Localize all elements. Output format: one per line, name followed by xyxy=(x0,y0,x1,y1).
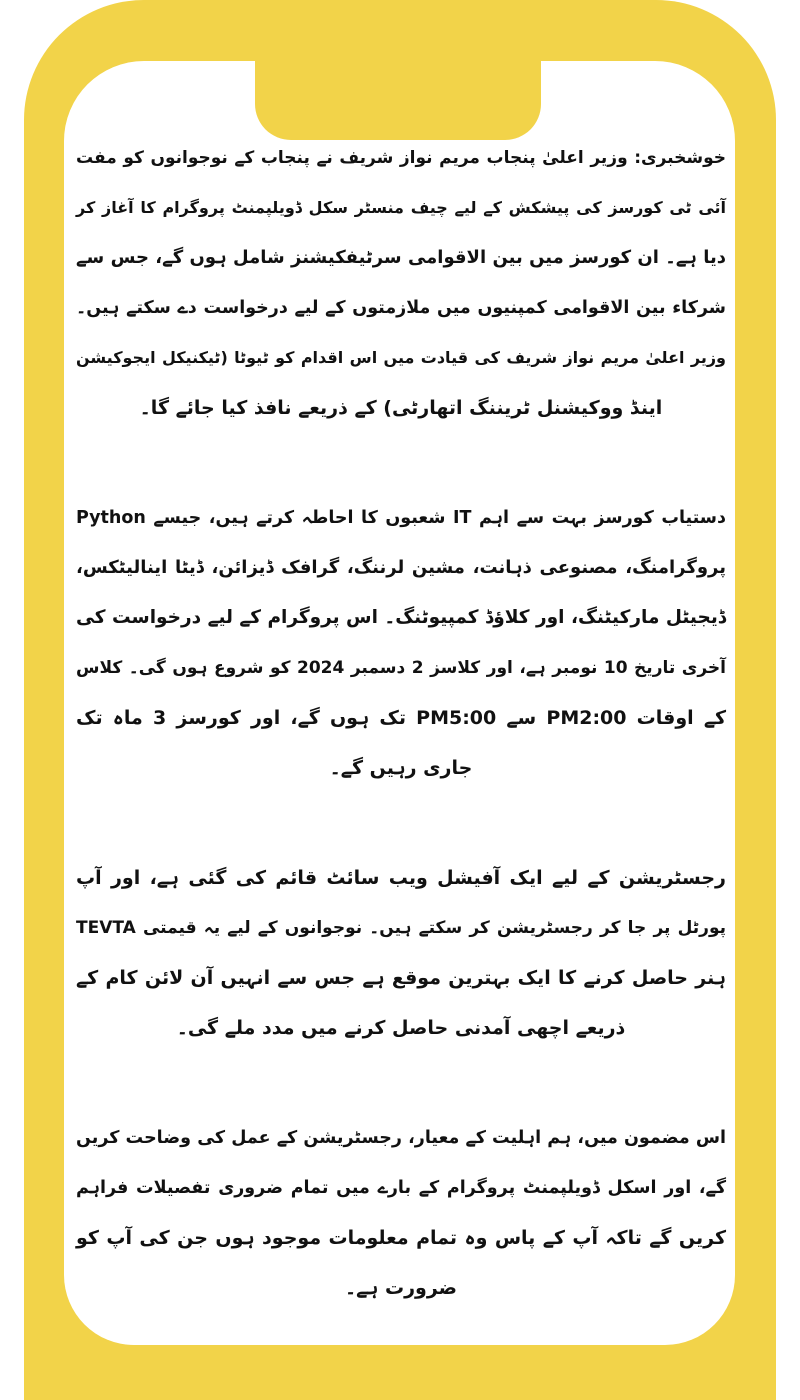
text-line: رجسٹریشن کے لیے ایک آفیشل ویب سائٹ قائم کی گئی ہے، اور آپ xyxy=(76,867,726,889)
text-line: اینڈ ووکیشنل ٹریننگ اتھارٹی) کے ذریعے نافذ کیا جائے گا۔ xyxy=(139,397,663,419)
text-line: وزیر اعلیٰ مریم نواز شریف کی قیادت میں اس اقدام کو ٹیوٹا (ٹیکنیکل ایجوکیشن xyxy=(76,348,726,367)
paragraph-registration xyxy=(76,853,726,1053)
text-line: ہنر حاصل کرنے کا ایک بہترین موقع ہے جس سے انہیں آن لائن کام کے xyxy=(76,967,726,989)
paragraph-courses xyxy=(76,493,726,793)
text-line: آخری تاریخ 10 نومبر ہے، اور کلاسز 2 دسمبر 2024 کو شروع ہوں گی۔ کلاس xyxy=(76,658,726,678)
text-line: آئی ٹی کورسز کی پیشکش کے لیے چیف منسٹر سکل ڈویلپمنٹ پروگرام کا آغاز کر xyxy=(76,198,726,217)
paragraph-announcement xyxy=(76,133,726,433)
text-line: کریں گے تاکہ آپ کے پاس وہ تمام معلومات موجود ہوں جن کی آپ کو xyxy=(76,1227,726,1249)
text-line: گے، اور اسکل ڈویلپمنٹ پروگرام کے بارے میں تمام ضروری تفصیلات فراہم xyxy=(76,1178,726,1198)
paragraph-summary xyxy=(76,1113,726,1313)
text-line: ڈیجیٹل مارکیٹنگ، اور کلاؤڈ کمپیوٹنگ۔ اس پروگرام کے لیے درخواست کی xyxy=(76,607,726,628)
text-line: ضرورت ہے۔ xyxy=(344,1277,458,1299)
text-line: دیا ہے۔ ان کورسز میں بین الاقوامی سرٹیفکیشنز شامل ہوں گے، جس سے xyxy=(76,247,726,268)
text-line: جاری رہیں گے۔ xyxy=(329,757,473,779)
text-line: شرکاء بین الاقوامی کمپنیوں میں ملازمتوں کے لیے درخواست دے سکتے ہیں۔ xyxy=(76,298,726,318)
text-line: ذریعے اچھی آمدنی حاصل کرنے میں مدد ملے گی۔ xyxy=(176,1017,626,1039)
text-line: دستیاب کورسز بہت سے اہم IT شعبوں کا احاطہ کرتے ہیں، جیسے Python xyxy=(76,508,726,528)
text-line: TEVTA پورٹل پر جا کر رجسٹریشن کر سکتے ہیں۔ نوجوانوں کے لیے یہ قیمتی xyxy=(76,918,726,938)
text-line: پروگرامنگ، مصنوعی ذہانت، مشین لرننگ، گرافک ڈیزائن، ڈیٹا اینالیٹکس، xyxy=(76,557,726,578)
text-line: خوشخبری: وزیر اعلیٰ پنجاب مریم نواز شریف نے پنجاب کے نوجوانوں کو مفت xyxy=(76,148,726,168)
article-text xyxy=(76,133,726,1373)
phone-notch xyxy=(255,50,541,140)
text-line: کے اوقات PM2:00 سے PM5:00 تک ہوں گے، اور کورسز 3 ماہ تک xyxy=(76,707,726,729)
text-line: اس مضمون میں، ہم اہلیت کے معیار، رجسٹریشن کے عمل کی وضاحت کریں xyxy=(76,1128,726,1148)
